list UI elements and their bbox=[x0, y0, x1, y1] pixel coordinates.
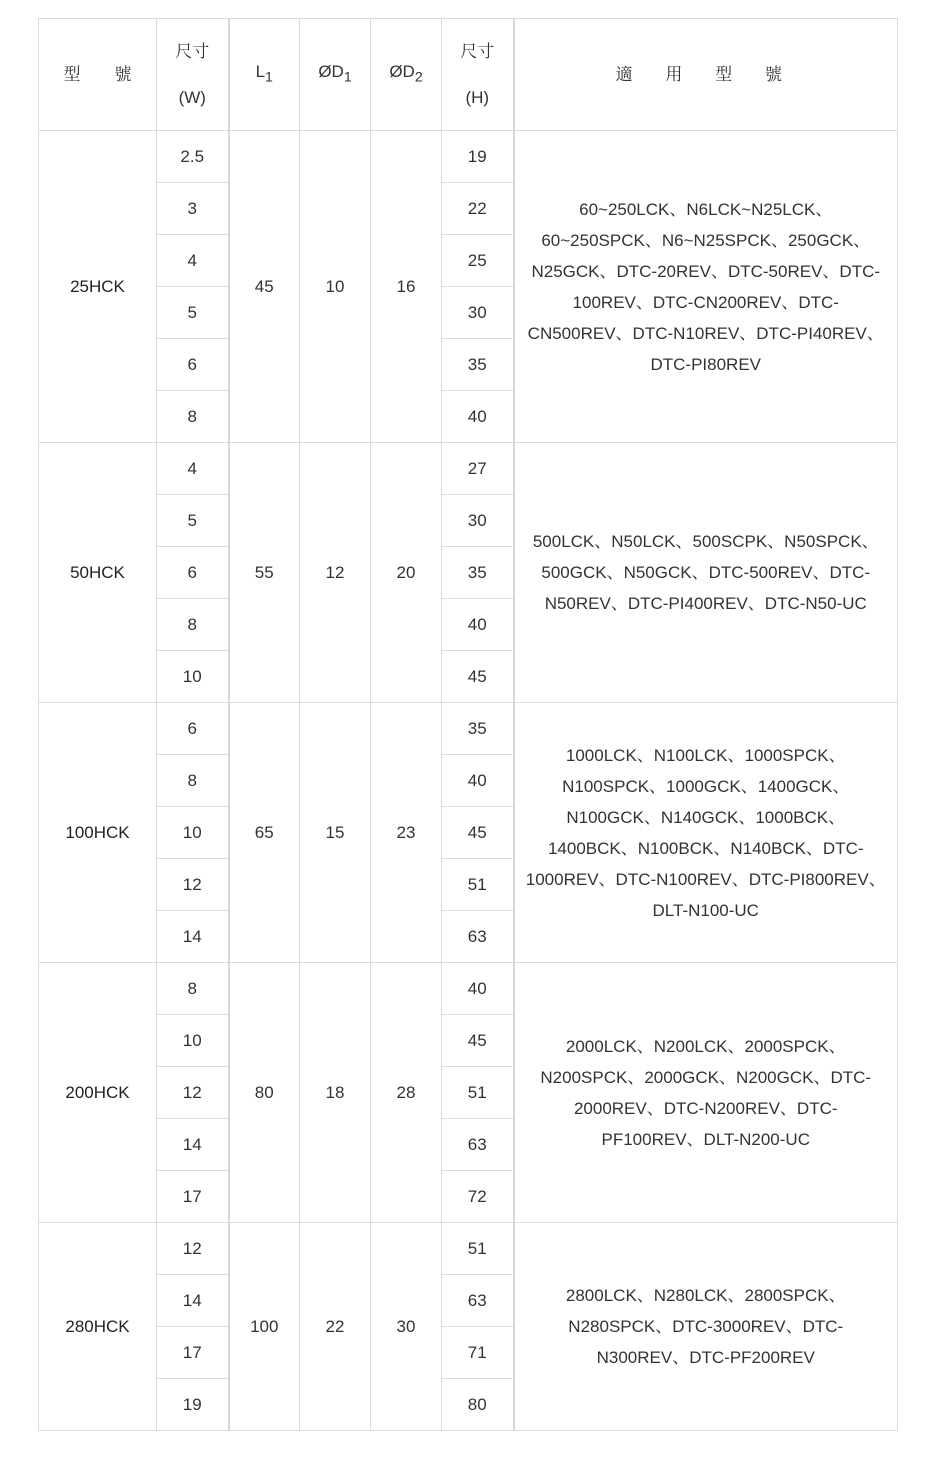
width-cell: 5 bbox=[157, 495, 229, 547]
header-row bbox=[39, 19, 898, 131]
width-cell: 8 bbox=[157, 599, 229, 651]
height-cell: 35 bbox=[442, 703, 514, 755]
width-cell: 10 bbox=[157, 807, 229, 859]
model-cell: 50HCK bbox=[39, 443, 157, 703]
d1-cell: 22 bbox=[300, 1223, 371, 1431]
width-cell: 17 bbox=[157, 1171, 229, 1223]
width-cell: 4 bbox=[157, 235, 229, 287]
spec-body bbox=[39, 131, 898, 1431]
spec-table bbox=[38, 18, 898, 1431]
applicable-models-cell: 2800LCK、N280LCK、2800SPCK、N280SPCK、DTC-3000REV、DTC-N300REV、DTC-PF200REV bbox=[514, 1223, 898, 1431]
width-cell: 8 bbox=[157, 391, 229, 443]
height-cell: 40 bbox=[442, 599, 514, 651]
applicable-models-cell: 60~250LCK、N6LCK~N25LCK、60~250SPCK、N6~N25SPCK、250GCK、N25GCK、DTC-20REV、DTC-50REV、DTC-100REV、DTC-CN200REV、DTC-CN500REV、DTC-N10REV、DTC-PI40REV、DTC-PI80REV bbox=[514, 131, 898, 443]
table-row bbox=[39, 1223, 898, 1275]
height-cell: 63 bbox=[442, 1119, 514, 1171]
l1-cell: 45 bbox=[229, 131, 300, 443]
width-cell: 2.5 bbox=[157, 131, 229, 183]
height-cell: 35 bbox=[442, 547, 514, 599]
width-cell: 14 bbox=[157, 911, 229, 963]
height-cell: 22 bbox=[442, 183, 514, 235]
height-cell: 40 bbox=[442, 963, 514, 1015]
width-cell: 12 bbox=[157, 859, 229, 911]
width-cell: 6 bbox=[157, 547, 229, 599]
height-cell: 63 bbox=[442, 911, 514, 963]
header-l1: $L_1$ bbox=[229, 19, 300, 131]
width-cell: 12 bbox=[157, 1223, 229, 1275]
width-cell: 3 bbox=[157, 183, 229, 235]
width-cell: 14 bbox=[157, 1119, 229, 1171]
d2-cell: 16 bbox=[371, 131, 442, 443]
height-cell: 63 bbox=[442, 1275, 514, 1327]
height-cell: 19 bbox=[442, 131, 514, 183]
table-row bbox=[39, 963, 898, 1015]
d1-cell: 18 bbox=[300, 963, 371, 1223]
model-cell: 100HCK bbox=[39, 703, 157, 963]
model-cell: 25HCK bbox=[39, 131, 157, 443]
model-cell: 280HCK bbox=[39, 1223, 157, 1431]
table-row bbox=[39, 443, 898, 495]
height-cell: 35 bbox=[442, 339, 514, 391]
d2-cell: 23 bbox=[371, 703, 442, 963]
height-cell: 27 bbox=[442, 443, 514, 495]
width-cell: 17 bbox=[157, 1327, 229, 1379]
width-cell: 4 bbox=[157, 443, 229, 495]
width-cell: 10 bbox=[157, 651, 229, 703]
header-height bbox=[442, 19, 514, 131]
l1-cell: 55 bbox=[229, 443, 300, 703]
d2-cell: 30 bbox=[371, 1223, 442, 1431]
height-cell: 71 bbox=[442, 1327, 514, 1379]
width-cell: 8 bbox=[157, 963, 229, 1015]
l1-cell: 80 bbox=[229, 963, 300, 1223]
height-cell: 40 bbox=[442, 391, 514, 443]
width-cell: 6 bbox=[157, 703, 229, 755]
height-cell: 40 bbox=[442, 755, 514, 807]
header-d1: $ØD_1$ bbox=[300, 19, 371, 131]
height-cell: 51 bbox=[442, 1067, 514, 1119]
header-model: 型 號 bbox=[39, 19, 157, 131]
header-height-top: 尺寸 bbox=[460, 41, 495, 61]
table-row bbox=[39, 703, 898, 755]
width-cell: 12 bbox=[157, 1067, 229, 1119]
height-cell: 51 bbox=[442, 859, 514, 911]
table-row bbox=[39, 131, 898, 183]
height-cell: 51 bbox=[442, 1223, 514, 1275]
applicable-models-cell: 2000LCK、N200LCK、2000SPCK、N200SPCK、2000GCK、N200GCK、DTC-2000REV、DTC-N200REV、DTC-PF100REV、DLT-N200-UC bbox=[514, 963, 898, 1223]
d1-cell: 12 bbox=[300, 443, 371, 703]
height-cell: 72 bbox=[442, 1171, 514, 1223]
d2-cell: 28 bbox=[371, 963, 442, 1223]
d2-cell: 20 bbox=[371, 443, 442, 703]
header-width bbox=[157, 19, 229, 131]
header-width-bottom: (W) bbox=[178, 87, 206, 107]
d1-cell: 15 bbox=[300, 703, 371, 963]
header-applicable: 適 用 型 號 bbox=[514, 19, 898, 131]
width-cell: 19 bbox=[157, 1379, 229, 1431]
width-cell: 14 bbox=[157, 1275, 229, 1327]
header-d2: $ØD_2$ bbox=[371, 19, 442, 131]
height-cell: 30 bbox=[442, 495, 514, 547]
l1-cell: 100 bbox=[229, 1223, 300, 1431]
height-cell: 30 bbox=[442, 287, 514, 339]
height-cell: 80 bbox=[442, 1379, 514, 1431]
header-height-bottom: (H) bbox=[465, 87, 490, 107]
applicable-models-cell: 1000LCK、N100LCK、1000SPCK、N100SPCK、1000GCK、1400GCK、N100GCK、N140GCK、1000BCK、1400BCK、N100BCK、N140BCK、DTC-1000REV、DTC-N100REV、DTC-PI800REV、DLT-N100-UC bbox=[514, 703, 898, 963]
height-cell: 45 bbox=[442, 651, 514, 703]
applicable-models-cell: 500LCK、N50LCK、500SCPK、N50SPCK、500GCK、N50GCK、DTC-500REV、DTC-N50REV、DTC-PI400REV、DTC-N50-UC bbox=[514, 443, 898, 703]
width-cell: 8 bbox=[157, 755, 229, 807]
width-cell: 10 bbox=[157, 1015, 229, 1067]
height-cell: 25 bbox=[442, 235, 514, 287]
d1-cell: 10 bbox=[300, 131, 371, 443]
height-cell: 45 bbox=[442, 807, 514, 859]
header-width-top: 尺寸 bbox=[175, 41, 210, 61]
model-cell: 200HCK bbox=[39, 963, 157, 1223]
height-cell: 45 bbox=[442, 1015, 514, 1067]
l1-cell: 65 bbox=[229, 703, 300, 963]
width-cell: 6 bbox=[157, 339, 229, 391]
width-cell: 5 bbox=[157, 287, 229, 339]
